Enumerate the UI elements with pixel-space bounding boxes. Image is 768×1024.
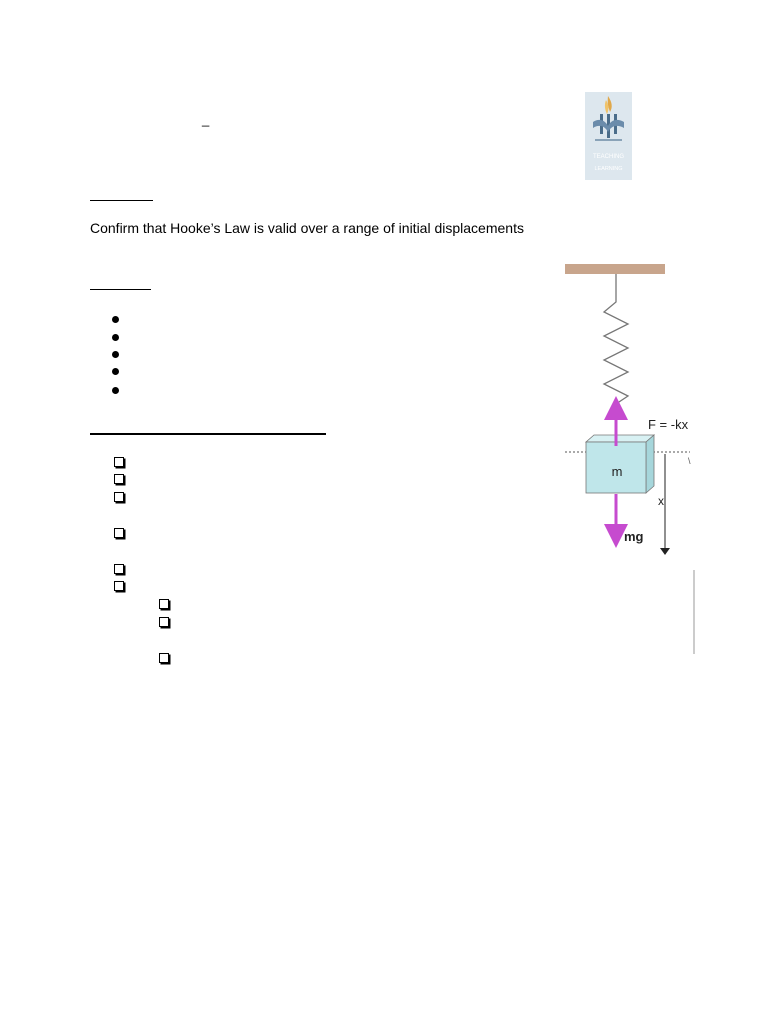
- checkbox-square-icon[interactable]: [114, 581, 124, 591]
- header-dash: _: [202, 112, 210, 127]
- mass-block-top: [586, 435, 654, 442]
- institution-logo: [585, 92, 632, 180]
- displacement-label: x: [658, 494, 664, 508]
- bullet-dot-icon: [112, 368, 119, 375]
- checkbox-square-icon[interactable]: [159, 653, 169, 663]
- displacement-arrowhead: [660, 548, 670, 555]
- spring-mass-diagram: [560, 258, 696, 658]
- mass-block-side: [646, 435, 654, 493]
- section-heading-rule-2: [90, 289, 151, 290]
- checkbox-square-icon[interactable]: [114, 457, 124, 467]
- ceiling-bar: [565, 264, 665, 274]
- logo-text-2: LEARNING: [594, 166, 623, 172]
- bullet-dot-icon: [112, 316, 119, 323]
- section-heading-rule-3: [90, 433, 326, 435]
- bullet-dot-icon: [112, 387, 119, 394]
- checkbox-square-icon[interactable]: [114, 474, 124, 484]
- logo-text-1: TEACHING: [592, 154, 625, 160]
- objective-text: Confirm that Hooke’s Law is valid over a range of initial displacements: [90, 220, 524, 236]
- checkbox-square-icon[interactable]: [159, 599, 169, 609]
- section-heading-rule-1: [90, 200, 153, 201]
- weight-label: mg: [624, 529, 644, 544]
- bullet-dot-icon: [112, 351, 119, 358]
- force-label: F = -kx: [648, 417, 689, 432]
- bullet-dot-icon: [112, 334, 119, 341]
- checkbox-square-icon[interactable]: [114, 492, 124, 502]
- cropped-text-fragment: \: [688, 456, 691, 466]
- checkbox-square-icon[interactable]: [159, 617, 169, 627]
- checkbox-square-icon[interactable]: [114, 564, 124, 574]
- mass-label: m: [611, 464, 623, 479]
- checkbox-square-icon[interactable]: [114, 528, 124, 538]
